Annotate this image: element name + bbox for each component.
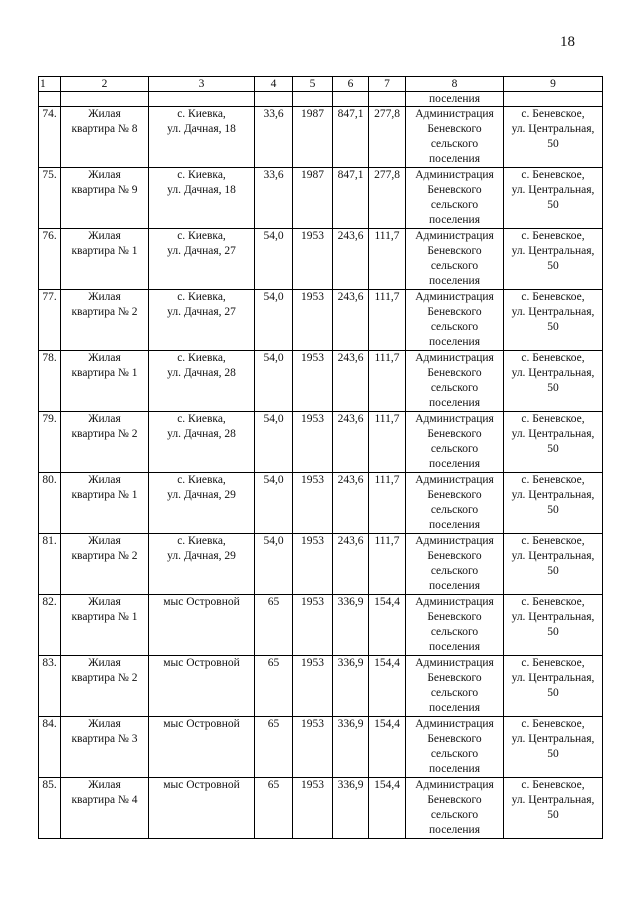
holder-name-line: поселения [429,702,480,714]
holder-name-line: Беневского [427,794,482,806]
holder-name [406,229,504,290]
object-address [149,351,255,412]
holder-location-line: с. Беневское, [521,413,585,425]
object-name-line: квартира № 1 [71,489,138,501]
object-year: 1953 [293,290,333,351]
holder-name-line: Беневского [427,672,482,684]
object-name-line: Жилая [88,108,121,120]
holder-name-line: сельского [430,565,479,577]
holder-name-line: Администрация [415,718,494,730]
object-area: 33,6 [255,168,293,229]
object-year: 1953 [293,717,333,778]
object-name-line: Жилая [88,718,121,730]
holder-name [406,473,504,534]
holder-name-line: Беневского [427,245,482,257]
holder-name-line: Администрация [415,230,494,242]
holder-name-line: поселения [429,641,480,653]
object-name-line: квартира № 1 [71,367,138,379]
object-name-line: Жилая [88,413,121,425]
object-name [61,229,149,290]
holder-location-line: 50 [547,443,559,455]
holder-location-line: с. Беневское, [521,291,585,303]
value-col-6: 243,6 [333,412,369,473]
column-header: 9 [504,77,603,92]
column-header: 1 [39,77,61,92]
holder-location-line: 50 [547,504,559,516]
holder-location-line: ул. Центральная, [511,245,595,257]
object-name-line: квартира № 1 [71,245,138,257]
holder-name-line: сельского [430,504,479,516]
object-year: 1953 [293,595,333,656]
holder-location-line: с. Беневское, [521,230,585,242]
value-col-7: 111,7 [369,412,406,473]
object-address-line: ул. Дачная, 27 [167,306,236,318]
object-name-line: квартира № 3 [71,733,138,745]
holder-location-line: ул. Центральная, [511,794,595,806]
row-number: 82. [39,595,61,656]
value-col-6: 847,1 [333,168,369,229]
value-col-7: 154,4 [369,717,406,778]
holder-name-line: сельского [430,748,479,760]
object-address-line: мыс Островной [163,718,240,730]
object-address-line: с. Киевка, [177,169,226,181]
holder-location-line: с. Беневское, [521,657,585,669]
row-number: 79. [39,412,61,473]
object-address-line: ул. Дачная, 29 [167,489,236,501]
object-name-line: квартира № 2 [71,550,138,562]
object-area: 65 [255,595,293,656]
value-col-6: 336,9 [333,595,369,656]
holder-location-line: 50 [547,687,559,699]
holder-name-line: Администрация [415,474,494,486]
column-header: 7 [369,77,406,92]
value-col-6: 336,9 [333,656,369,717]
value-col-7: 277,8 [369,168,406,229]
holder-location [504,778,603,839]
holder-name-line: Администрация [415,108,494,120]
value-col-7: 111,7 [369,351,406,412]
holder-name-line: Беневского [427,428,482,440]
holder-location-line: 50 [547,199,559,211]
object-name-line: квартира № 8 [71,123,138,135]
holder-name [406,656,504,717]
table-row [39,473,603,534]
holder-location [504,534,603,595]
holder-name-line: сельского [430,382,479,394]
holder-name-line: поселения [429,214,480,226]
holder-name [406,168,504,229]
holder-name [406,351,504,412]
holder-location-line: с. Беневское, [521,718,585,730]
holder-name-line: Администрация [415,291,494,303]
value-col-6: 336,9 [333,778,369,839]
object-address [149,229,255,290]
table-row [39,168,603,229]
value-col-7: 111,7 [369,290,406,351]
object-name-line: Жилая [88,535,121,547]
value-col-7: 111,7 [369,534,406,595]
holder-location-line: с. Беневское, [521,169,585,181]
object-area: 65 [255,656,293,717]
continuation-row [39,92,603,107]
holder-name-line: сельского [430,321,479,333]
holder-name-line: сельского [430,138,479,150]
object-area: 54,0 [255,473,293,534]
object-year: 1953 [293,473,333,534]
holder-location-line: 50 [547,260,559,272]
holder-location-line: с. Беневское, [521,474,585,486]
row-number: 84. [39,717,61,778]
table-cell: поселения [406,92,504,107]
object-address-line: мыс Островной [163,596,240,608]
object-address-line: с. Киевка, [177,230,226,242]
table-cell [255,92,293,107]
object-area: 54,0 [255,351,293,412]
holder-name-line: сельского [430,687,479,699]
table-row [39,351,603,412]
object-address-line: ул. Дачная, 29 [167,550,236,562]
holder-location-line: 50 [547,626,559,638]
table-row [39,595,603,656]
object-name-line: квартира № 9 [71,184,138,196]
table-cell [333,92,369,107]
column-header: 6 [333,77,369,92]
table-row [39,290,603,351]
property-register-table [38,76,603,839]
table-row [39,229,603,290]
holder-location-line: с. Беневское, [521,108,585,120]
holder-name [406,290,504,351]
holder-name-line: поселения [429,336,480,348]
table-cell [39,92,61,107]
object-name [61,534,149,595]
value-col-6: 243,6 [333,473,369,534]
holder-location [504,351,603,412]
object-name-line: квартира № 2 [71,306,138,318]
object-address-line: мыс Островной [163,657,240,669]
holder-name-line: Администрация [415,596,494,608]
holder-location [504,656,603,717]
holder-location [504,595,603,656]
object-address-line: ул. Дачная, 18 [167,184,236,196]
holder-location-line: ул. Центральная, [511,550,595,562]
object-name [61,656,149,717]
value-col-7: 154,4 [369,778,406,839]
object-name-line: Жилая [88,169,121,181]
holder-name-line: поселения [429,763,480,775]
object-name [61,290,149,351]
holder-name-line: Беневского [427,306,482,318]
value-col-7: 154,4 [369,656,406,717]
value-col-6: 243,6 [333,290,369,351]
object-area: 54,0 [255,290,293,351]
column-header: 2 [61,77,149,92]
object-address-line: ул. Дачная, 28 [167,428,236,440]
holder-name-line: Администрация [415,352,494,364]
holder-location [504,412,603,473]
object-year: 1953 [293,412,333,473]
holder-name-line: поселения [429,397,480,409]
object-address [149,778,255,839]
holder-location [504,168,603,229]
object-name-line: Жилая [88,779,121,791]
column-header: 3 [149,77,255,92]
object-area: 54,0 [255,229,293,290]
row-number: 75. [39,168,61,229]
holder-location-line: с. Беневское, [521,352,585,364]
table-row [39,412,603,473]
holder-location-line: ул. Центральная, [511,733,595,745]
table-row [39,656,603,717]
header-row [39,77,603,92]
holder-location-line: ул. Центральная, [511,672,595,684]
holder-location [504,229,603,290]
column-header: 5 [293,77,333,92]
column-header: 8 [406,77,504,92]
holder-location-line: ул. Центральная, [511,489,595,501]
object-address-line: ул. Дачная, 27 [167,245,236,257]
holder-location-line: ул. Центральная, [511,184,595,196]
object-year: 1953 [293,778,333,839]
holder-location [504,717,603,778]
object-name [61,107,149,168]
object-name [61,168,149,229]
holder-location [504,107,603,168]
object-address-line: с. Киевка, [177,352,226,364]
object-year: 1987 [293,107,333,168]
table-row [39,107,603,168]
object-address [149,107,255,168]
object-address [149,656,255,717]
row-number: 74. [39,107,61,168]
holder-name-line: Администрация [415,657,494,669]
object-address-line: мыс Островной [163,779,240,791]
holder-name-line: поселения [429,275,480,287]
holder-name [406,412,504,473]
object-name-line: квартира № 2 [71,672,138,684]
holder-name-line: Администрация [415,779,494,791]
table-cell [61,92,149,107]
table-cell [504,92,603,107]
holder-name-line: поселения [429,458,480,470]
holder-location-line: ул. Центральная, [511,611,595,623]
holder-name-line: Беневского [427,611,482,623]
holder-location-line: 50 [547,748,559,760]
holder-location [504,290,603,351]
object-name-line: Жилая [88,352,121,364]
value-col-6: 243,6 [333,351,369,412]
row-number: 76. [39,229,61,290]
table-row [39,717,603,778]
value-col-7: 154,4 [369,595,406,656]
object-name [61,351,149,412]
object-area: 33,6 [255,107,293,168]
holder-name-line: Беневского [427,550,482,562]
object-name-line: квартира № 4 [71,794,138,806]
holder-location [504,473,603,534]
object-area: 65 [255,778,293,839]
row-number: 81. [39,534,61,595]
object-address-line: ул. Дачная, 18 [167,123,236,135]
object-year: 1987 [293,168,333,229]
object-year: 1953 [293,656,333,717]
table-cell [149,92,255,107]
holder-name-line: сельского [430,443,479,455]
holder-location-line: 50 [547,565,559,577]
holder-name-line: Беневского [427,733,482,745]
object-address [149,412,255,473]
object-name-line: Жилая [88,474,121,486]
holder-location-line: 50 [547,809,559,821]
holder-name-line: Администрация [415,535,494,547]
holder-location-line: ул. Центральная, [511,123,595,135]
holder-name-line: поселения [429,153,480,165]
object-year: 1953 [293,229,333,290]
value-col-6: 847,1 [333,107,369,168]
object-year: 1953 [293,534,333,595]
holder-location-line: 50 [547,138,559,150]
object-area: 65 [255,717,293,778]
holder-name [406,778,504,839]
row-number: 80. [39,473,61,534]
object-area: 54,0 [255,534,293,595]
object-name-line: Жилая [88,657,121,669]
object-address-line: с. Киевка, [177,474,226,486]
holder-name-line: сельского [430,809,479,821]
object-name [61,778,149,839]
object-name [61,717,149,778]
object-address-line: с. Киевка, [177,535,226,547]
page-number: 18 [560,34,575,50]
holder-name-line: сельского [430,260,479,272]
holder-name [406,595,504,656]
holder-location-line: с. Беневское, [521,535,585,547]
holder-name-line: Беневского [427,184,482,196]
holder-name-line: Беневского [427,367,482,379]
value-col-7: 277,8 [369,107,406,168]
object-name [61,473,149,534]
value-col-6: 243,6 [333,229,369,290]
table-cell [369,92,406,107]
holder-location-line: 50 [547,382,559,394]
holder-name [406,717,504,778]
object-year: 1953 [293,351,333,412]
row-number: 85. [39,778,61,839]
holder-name-line: Беневского [427,123,482,135]
holder-name-line: Администрация [415,169,494,181]
value-col-7: 111,7 [369,473,406,534]
object-address-line: ул. Дачная, 28 [167,367,236,379]
object-name-line: Жилая [88,291,121,303]
object-name-line: Жилая [88,230,121,242]
table-row [39,534,603,595]
object-name [61,595,149,656]
value-col-6: 243,6 [333,534,369,595]
holder-location-line: ул. Центральная, [511,367,595,379]
row-number: 77. [39,290,61,351]
holder-location-line: ул. Центральная, [511,428,595,440]
object-name-line: Жилая [88,596,121,608]
value-col-7: 111,7 [369,229,406,290]
object-address-line: с. Киевка, [177,413,226,425]
holder-name-line: поселения [429,824,480,836]
object-address [149,168,255,229]
object-area: 54,0 [255,412,293,473]
holder-name-line: Беневского [427,489,482,501]
table-cell [293,92,333,107]
holder-location-line: с. Беневское, [521,779,585,791]
holder-location-line: ул. Центральная, [511,306,595,318]
object-address [149,290,255,351]
object-address [149,534,255,595]
holder-name-line: Администрация [415,413,494,425]
holder-name-line: поселения [429,519,480,531]
object-address [149,717,255,778]
holder-name [406,534,504,595]
object-name-line: квартира № 2 [71,428,138,440]
holder-location-line: 50 [547,321,559,333]
object-address [149,473,255,534]
object-address-line: с. Киевка, [177,291,226,303]
holder-location-line: с. Беневское, [521,596,585,608]
row-number: 78. [39,351,61,412]
column-header: 4 [255,77,293,92]
holder-name [406,107,504,168]
object-name [61,412,149,473]
holder-name-line: сельского [430,626,479,638]
table-row [39,778,603,839]
object-address-line: с. Киевка, [177,108,226,120]
value-col-6: 336,9 [333,717,369,778]
object-name-line: квартира № 1 [71,611,138,623]
object-address [149,595,255,656]
holder-name-line: поселения [429,580,480,592]
row-number: 83. [39,656,61,717]
holder-name-line: сельского [430,199,479,211]
